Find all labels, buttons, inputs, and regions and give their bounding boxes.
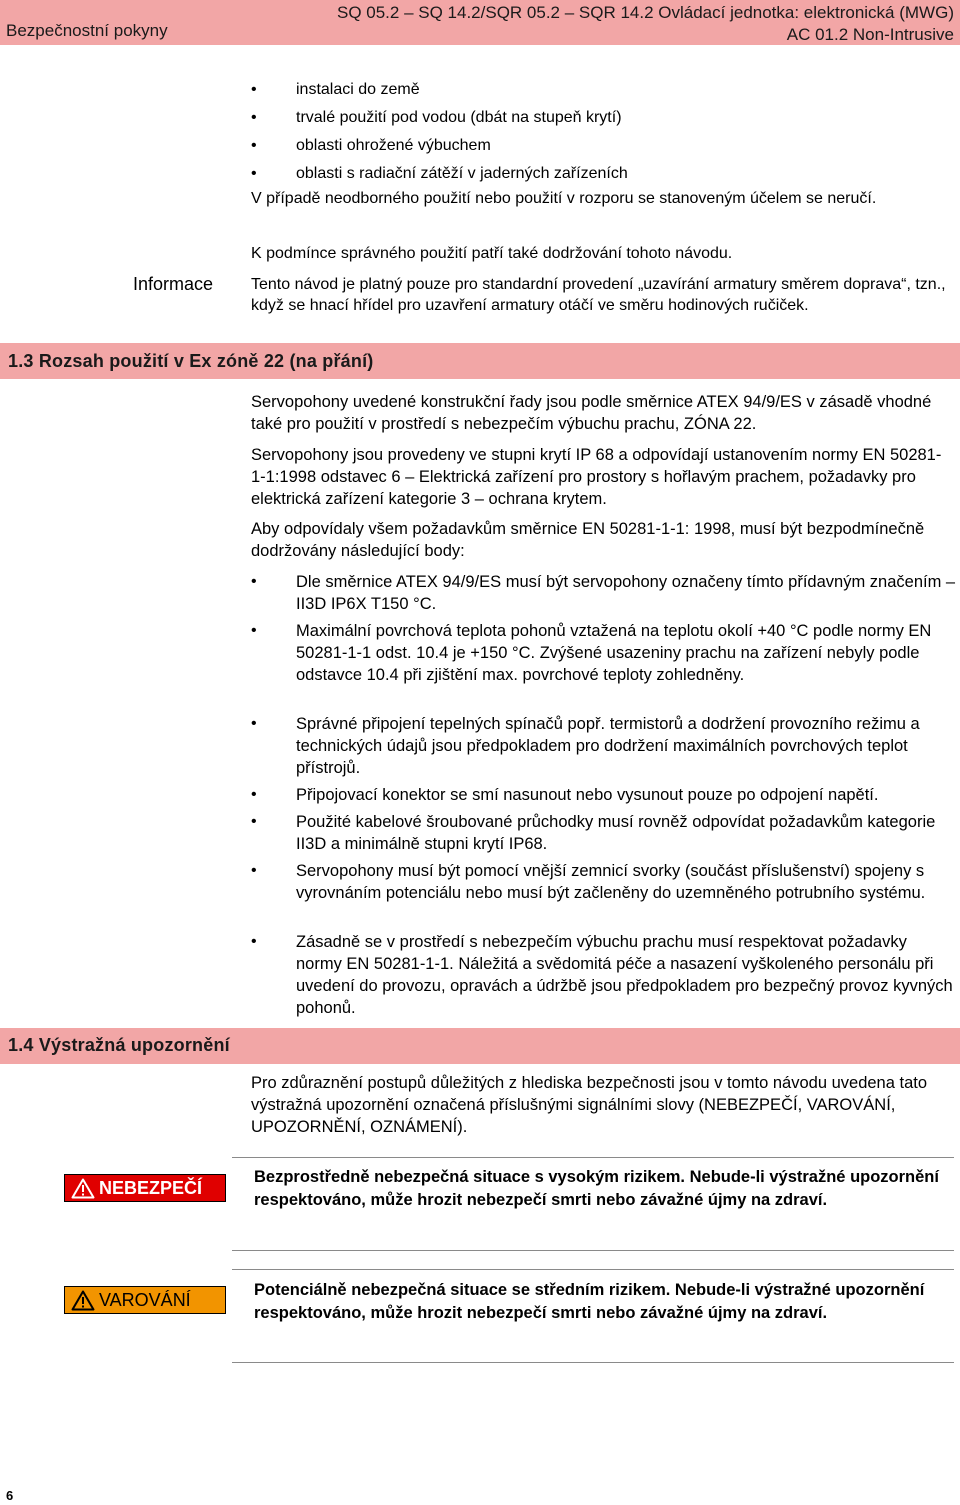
section-title-1-4: 1.4 Výstražná upozornění: [8, 1035, 230, 1055]
header-doc-title-line1: SQ 05.2 – SQ 14.2/SQR 05.2 – SQR 14.2 Ovládací jednotka: elektronická (MWG): [336, 3, 954, 22]
divider: [232, 1362, 954, 1363]
requirements-list: [251, 571, 956, 1024]
info-label: Informace: [133, 274, 214, 294]
divider: [232, 1269, 954, 1270]
list-item: • Servopohony musí být pomocí vnější zemnicí svorky (součást příslušenství) spojeny s vyrovnáním potenciálu nebo musí být začleněny do uzemněného potrubního systému.: [251, 860, 956, 931]
list-item: • oblasti s radiační zátěží v jaderných zařízeních: [251, 163, 951, 191]
list-item: • oblasti ohrožené výbuchem: [251, 135, 951, 163]
warning-triangle-icon: [71, 1178, 95, 1199]
list-item: • Zásadně se v prostředí s nebezpečím výbuchu prachu musí respektovat požadavky normy EN 50281-1-1. Náležitá a svědomitá péče a nasazení vyškoleného personálu při uvedení do provozu, opravách a údržbě jsou předpokladem pro bezpečný provoz kyvných pohonů.: [251, 931, 956, 1024]
list-item: • Použité kabelové šroubované průchodky musí rovněž odpovídat požadavkům kategorie II3D a minimálně stupni krytí IP68.: [251, 811, 956, 860]
section-title-1-3: 1.3 Rozsah použití v Ex zóně 22 (na přání): [8, 351, 374, 371]
header-doc-title-line2: AC 01.2 Non-Intrusive: [786, 25, 954, 44]
warnings-intro: Pro zdůraznění postupů důležitých z hlediska bezpečnosti jsou v tomto návodu uvedena tato výstražná upozornění označená příslušnými signálními slovy (NEBEZPEČÍ, VAROVÁNÍ, UPOZORNĚNÍ, OZNÁMENÍ).: [251, 1074, 928, 1136]
header-doc-title: [337, 2, 954, 46]
divider: [232, 1157, 954, 1158]
list-item: • Správné připojení tepelných spínačů popř. termistorů a dodržení provozního režimu a technických údajů jsou předpokladem pro dodržení maximálních povrchových teplot přístrojů.: [251, 713, 956, 784]
danger-text: Bezprostředně nebezpečná situace s vysokým rizikem. Nebude-li výstražné upozornění respektováno, může hrozit nebezpečí smrti nebo závažné újmy na zdraví.: [254, 1168, 939, 1209]
header-section-title: Bezpečnostní pokyny: [6, 21, 168, 40]
warning-label: [64, 1286, 226, 1314]
info-text: Tento návod je platný pouze pro standardní provedení „uzavírání armatury směrem doprava“, tzn., když se hnací hřídel pro uzavření armatury otáčí ve směru hodinových ručiček.: [251, 276, 946, 314]
list-item: • Připojovací konektor se smí nasunout nebo vysunout pouze po odpojení napětí.: [251, 784, 956, 811]
correct-use-note: K podmínce správného použití patří také dodržování tohoto návodu.: [251, 245, 733, 262]
ip68-paragraph: Servopohony jsou provedeny ve stupni krytí IP 68 a odpovídají ustanovením normy EN 50281-1-1:1998 odstavec 6 – Elektrická zařízení pro prostory s hořlavým prachem, požadavky pro elektrická zařízení kategorie 3 – ochrana krytem.: [251, 446, 942, 508]
list-item: • Maximální povrchová teplota pohonů vztažená na teplotu okolí +40 °C podle normy EN 50281-1-1 odst. 10.4 je +150 °C. Zvýšené usazeniny prachu na zařízení nebyly podle odstavce 10.4 při zjištění max. povrchové teploty zohledněny.: [251, 620, 956, 713]
danger-label-text: NEBEZPEČÍ: [99, 1177, 203, 1198]
divider: [232, 1250, 954, 1251]
list-item: • trvalé použití pod vodou (dbát na stupeň krytí): [251, 107, 951, 135]
list-item: • Dle směrnice ATEX 94/9/ES musí být servopohony označeny tímto přídavným značením – II3D IP6X T150 °C.: [251, 571, 956, 620]
page-number: 6: [6, 1488, 14, 1503]
atex-paragraph: Servopohony uvedené konstrukční řady jsou podle směrnice ATEX 94/9/ES v zásadě vhodné také pro použití v prostředí s nebezpečím výbuchu prachu, ZÓNA 22.: [251, 393, 932, 433]
warning-label-text: VAROVÁNÍ: [99, 1289, 191, 1310]
misuse-disclaimer: V případě neodborného použití nebo použití v rozporu se stanoveným účelem se neručí.: [251, 190, 877, 207]
list-item: • instalaci do země: [251, 79, 951, 107]
warning-triangle-icon: [71, 1290, 95, 1311]
warning-text: Potenciálně nebezpečná situace se středním rizikem. Nebude-li výstražné upozornění respektováno, může hrozit nebezpečí smrti nebo závažné újmy na zdraví.: [254, 1281, 925, 1322]
danger-label: [64, 1174, 226, 1202]
requirements-intro: Aby odpovídaly všem požadavkům směrnice EN 50281-1-1: 1998, musí být bezpodmínečně dodržovány následující body:: [251, 520, 925, 560]
misuse-list: [251, 79, 951, 191]
